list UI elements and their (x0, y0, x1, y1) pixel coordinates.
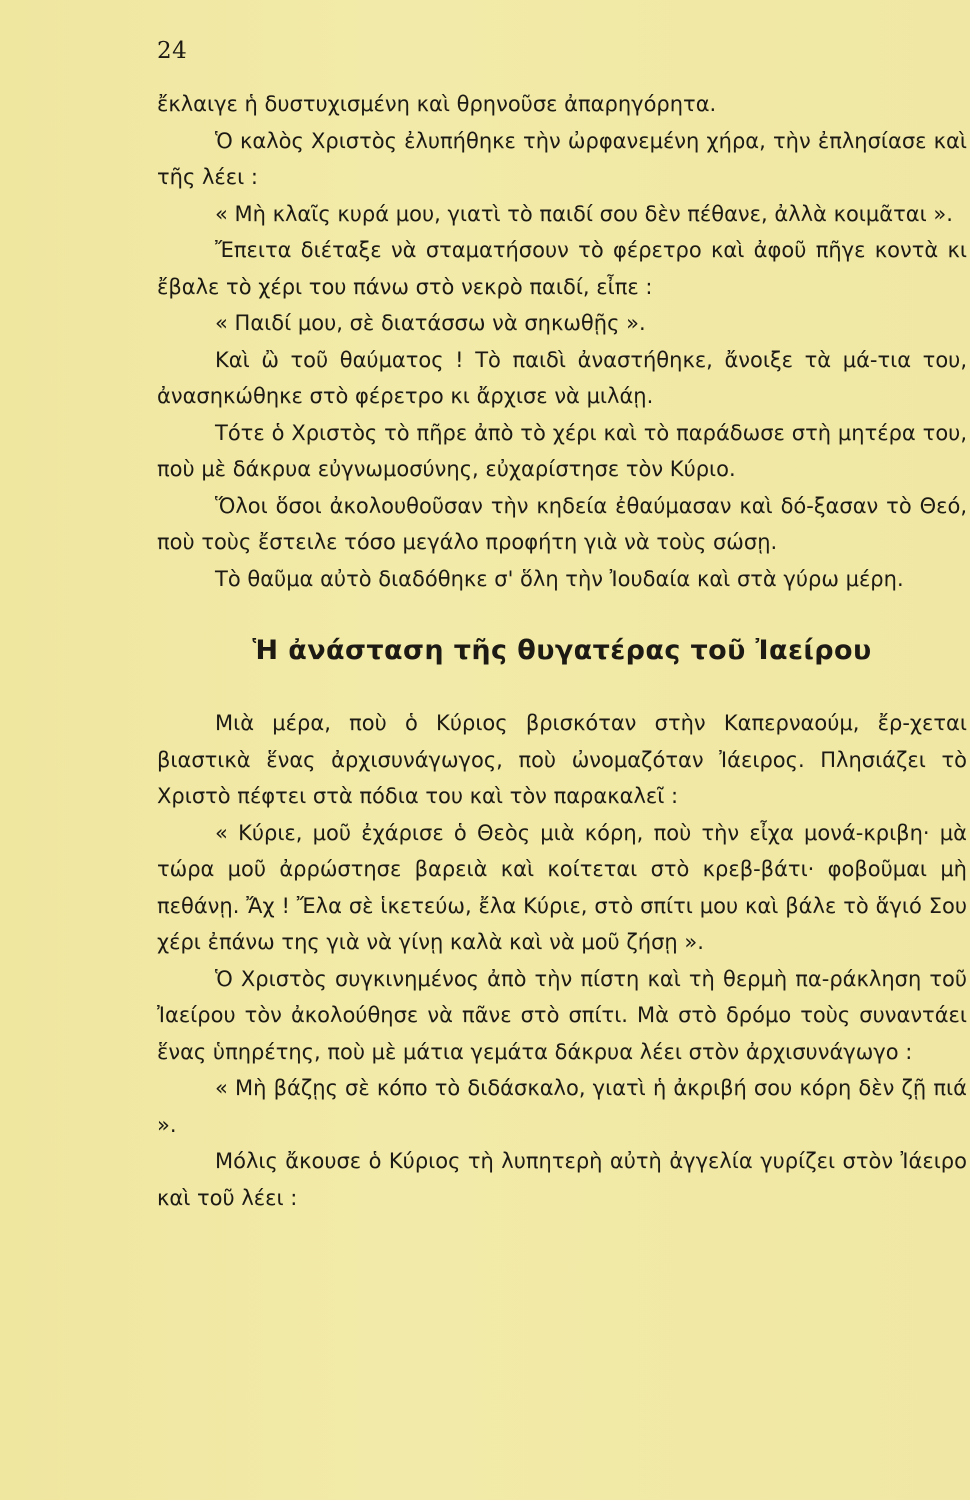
paragraph: Μόλις ἄκουσε ὁ Κύριος τὴ λυπητερὴ αὐτὴ ἀγγελία γυρίζει στὸν Ἰάειρο καὶ τοῦ λέει : (157, 1149, 967, 1210)
paragraph: « Μὴ κλαῖς κυρά μου, γιατὶ τὸ παιδί σου δὲν πέθανε, ἀλλὰ κοιμᾶται ». (215, 201, 953, 226)
paragraph: Ὁ Χριστὸς συγκινημένος ἀπὸ τὴν πίστη καὶ τὴ θερμὴ πα-ράκληση τοῦ Ἰαείρου τὸν ἀκολούθησε νὰ πᾶνε στὸ σπίτι. Μὰ στὸ δρόμο τοὺς συναντάει ἕνας ὑπηρέτης, ποὺ μὲ μάτια γεμάτα δάκρυα λέει στὸν ἀρχισυνάγωγο : (157, 966, 967, 1064)
paragraph: Τὸ θαῦμα αὐτὸ διαδόθηκε σ' ὅλη τὴν Ἰουδαία καὶ στὰ γύρω μέρη. (215, 566, 904, 591)
paragraph: « Κύριε, μοῦ ἐχάρισε ὁ Θεὸς μιὰ κόρη, ποὺ τὴν εἶχα μονά-κριβη· μὰ τώρα μοῦ ἀρρώστησε βαρειὰ καὶ κοίτεται στὸ κρεβ-βάτι· φοβοῦμαι μὴ πεθάνῃ. Ἄχ ! Ἔλα σὲ ἱκετεύω, ἔλα Κύριε, στὸ σπίτι μου καὶ βάλε τὸ ἅγιό Σου χέρι ἐπάνω της γιὰ νὰ γίνῃ καλὰ καὶ νὰ μοῦ ζήσῃ ». (157, 820, 967, 954)
page-body (157, 86, 967, 1216)
section-heading: Ἡ ἀνάσταση τῆς θυγατέρας τοῦ Ἰαείρου (252, 635, 872, 666)
paragraph: ἔκλαιγε ἡ δυστυχισμένη καὶ θρηνοῦσε ἀπαρηγόρητα. (157, 92, 717, 116)
paragraph: « Παιδί μου, σὲ διατάσσω νὰ σηκωθῇς ». (215, 311, 646, 335)
paragraph: Τότε ὁ Χριστὸς τὸ πῆρε ἀπὸ τὸ χέρι καὶ τὸ παράδωσε στὴ μητέρα του, ποὺ μὲ δάκρυα εὐγνωμοσύνης, εὐχαρίστησε τὸν Κύριο. (157, 420, 967, 481)
page-number: 24 (157, 38, 188, 64)
paragraph: « Μὴ βάζῃς σὲ κόπο τὸ διδάσκαλο, γιατὶ ἡ ἀκριβή σου κόρη δὲν ζῇ πιά ». (157, 1076, 967, 1137)
paragraph: Μιὰ μέρα, ποὺ ὁ Κύριος βρισκόταν στὴν Καπερναούμ, ἔρ-χεται βιαστικὰ ἕνας ἀρχισυνάγωγος, ποὺ ὠνομαζόταν Ἰάειρος. Πλησιάζει τὸ Χριστὸ πέφτει στὰ πόδια του καὶ τὸν παρακαλεῖ : (157, 711, 967, 808)
paragraph: Καὶ ὢ τοῦ θαύματος ! Τὸ παιδὶ ἀναστήθηκε, ἄνοιξε τὰ μά-τια του, ἀνασηκώθηκε στὸ φέρετρο κι ἄρχισε νὰ μιλάῃ. (157, 347, 967, 408)
paragraph: Ὅλοι ὅσοι ἀκολουθοῦσαν τὴν κηδεία ἐθαύμασαν καὶ δό-ξασαν τὸ Θεό, ποὺ τοὺς ἔστειλε τόσο μεγάλο προφήτη γιὰ νὰ τοὺς σώσῃ. (157, 493, 967, 554)
paragraph: Ἔπειτα διέταξε νὰ σταματήσουν τὸ φέρετρο καὶ ἀφοῦ πῆγε κοντὰ κι ἔβαλε τὸ χέρι του πάνω στὸ νεκρὸ παιδί, εἶπε : (157, 238, 967, 299)
paragraph: Ὁ καλὸς Χριστὸς ἐλυπήθηκε τὴν ὠρφανεμένη χήρα, τὴν ἐπλησίασε καὶ τῆς λέει : (157, 128, 967, 189)
